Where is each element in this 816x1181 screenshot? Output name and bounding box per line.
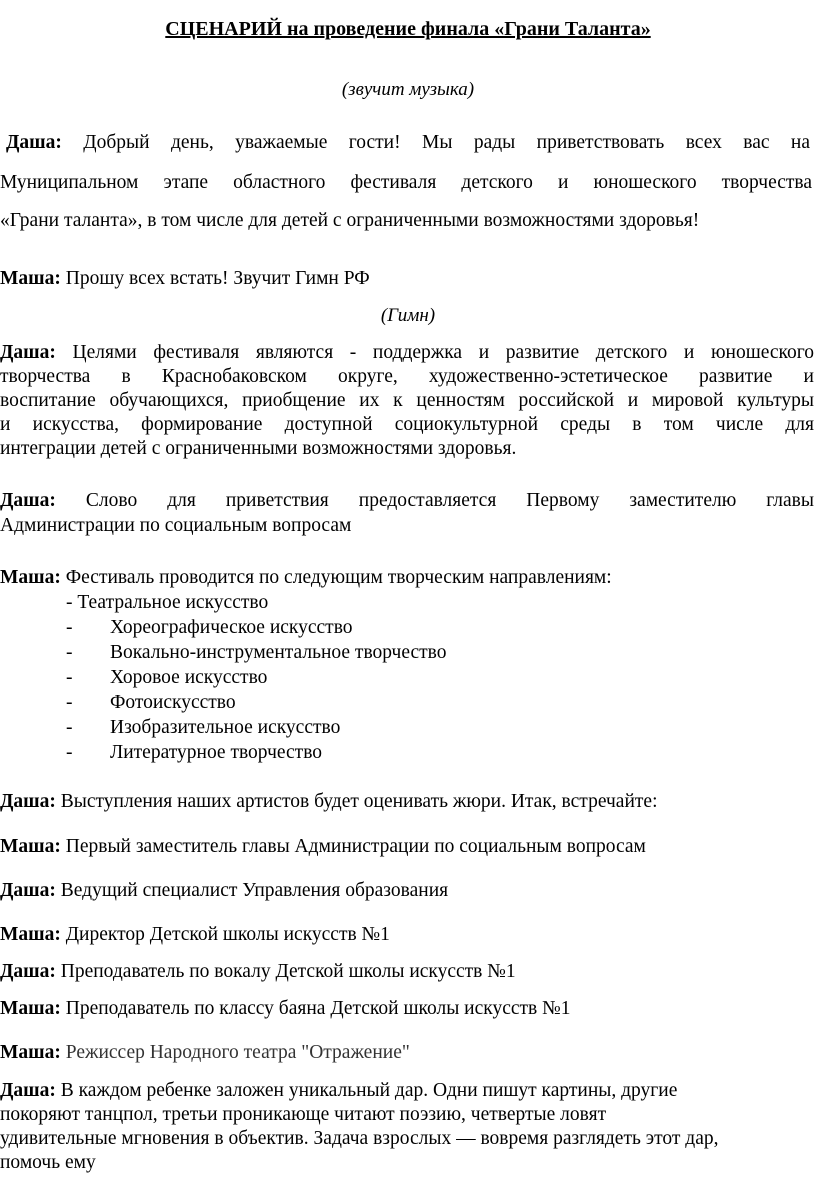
paragraph-directions [0,567,816,589]
list-dash: - [66,667,73,688]
page-title: СЦЕНАРИЙ на проведение финала «Грани Таланта» [165,18,651,40]
list-item: Вокально-инструментальное творчество [110,642,447,663]
jury-member-text: Директор Детской школы искусств №1 [65,924,390,945]
list-item: Литературное творчество [110,742,323,763]
speaker-dasha: Даша: [0,880,56,901]
jury-text: Выступления наших артистов будет оценивать жюри. Итак, встречайте: [60,791,658,812]
list-item: Фотоискусство [110,692,236,713]
goals-line-2: творчества в Краснобаковском округе, художественно-эстетическое развитие и [0,366,814,387]
list-dash: - [66,742,73,763]
speaker-masha: Маша: [0,924,61,945]
stage-direction-anthem: (Гимн) [380,305,436,326]
talent-text-1: В каждом ребенке заложен уникальный дар. Одни пишут картины, другие [60,1080,678,1101]
talent-line-4: помочь ему [0,1152,96,1173]
anthem-text: Прошу всех встать! Звучит Гимн РФ [65,268,370,289]
speaker-masha: Маша: [0,1042,61,1063]
speaker-dasha: Даша: [0,490,56,511]
talent-line-2: покоряют танцпол, третьи проникающе читают поэзию, четвертые ловят [0,1104,607,1125]
jury-member-5 [0,998,816,1020]
stage-direction-music: (звучит музыка) [341,79,475,100]
welcome-text-1: Слово для приветствия предоставляется Первому заместителю главы [85,490,814,511]
speaker-masha: Маша: [0,836,61,857]
speaker-dasha: Даша: [0,1080,56,1101]
speaker-masha: Маша: [0,567,61,588]
welcome-line-1 [0,490,814,512]
goals-line-4: и искусства, формирование доступной социокультурной среды в том числе для [0,414,814,435]
list-item: Хоровое искусство [110,667,268,688]
paragraph-jury [0,791,816,813]
list-dash: - [66,717,73,738]
jury-member-text: Ведущий специалист Управления образования [60,880,449,901]
jury-member-text: Преподаватель по вокалу Детской школы искусств №1 [60,961,516,982]
list-dash: - [66,642,73,663]
jury-member-4 [0,961,816,983]
speaker-dasha: Даша: [0,961,56,982]
paragraph-anthem [0,268,816,290]
greeting-text-1: Добрый день, уважаемые гости! Мы рады приветствовать всех вас на [83,132,810,153]
list-dash: - [66,692,73,713]
jury-member-6 [0,1042,816,1064]
jury-member-text: Первый заместитель главы Администрации по социальным вопросам [65,836,646,857]
list-item: Хореографическое искусство [110,617,353,638]
talent-line-3: удивительные мгновения в объектив. Задача взрослых — вовремя разглядеть этот дар, [0,1128,719,1149]
greeting-line-1 [6,132,810,154]
speaker-dasha: Даша: [0,791,56,812]
directions-intro: Фестиваль проводится по следующим творческим направлениям: [65,567,612,588]
list-item: Изобразительное искусство [110,717,341,738]
goals-text-1: Целями фестиваля являются - поддержка и развитие детского и юношеского [72,342,815,363]
welcome-line-2: Администрации по социальным вопросам [0,515,352,536]
talent-line-1 [0,1080,677,1102]
jury-member-text: Преподаватель по классу баяна Детской школы искусств №1 [65,998,571,1019]
goals-line-3: воспитание обучающихся, приобщение их к ценностям российской и мировой культуры [0,390,814,411]
direction-item-theatre: - Театральное искусство [66,592,269,613]
jury-member-2 [0,880,816,902]
jury-member-3 [0,924,816,946]
jury-member-1 [0,836,816,858]
goals-line-5: интеграции детей с ограниченными возможностями здоровья. [0,438,517,459]
greeting-line-3: «Грани таланта», в том числе для детей с ограниченными возможностями здоровья! [0,210,700,231]
speaker-dasha: Даша: [6,132,62,153]
greeting-line-2: Муниципальном этапе областного фестиваля детского и юношеского творчества [0,172,812,193]
speaker-masha: Маша: [0,998,61,1019]
list-dash: - [66,617,73,638]
jury-member-text: Режиссер Народного театра "Отражение" [65,1042,410,1063]
goals-line-1 [0,342,814,364]
speaker-masha: Маша: [0,268,61,289]
speaker-dasha: Даша: [0,342,56,363]
